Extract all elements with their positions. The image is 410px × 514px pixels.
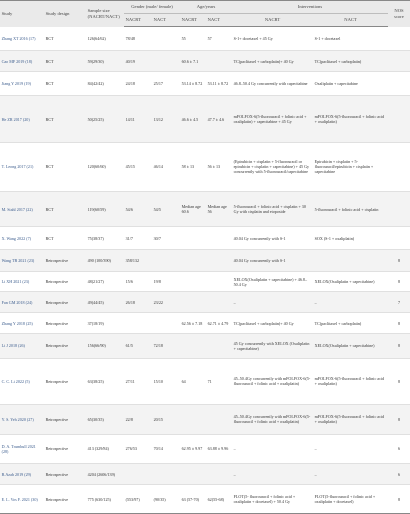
cell-study: He ZR 2017 (20) xyxy=(0,96,44,142)
cell-gender-nacrt: 24/18 xyxy=(125,81,135,87)
cell-study: Li XH 2021 (23) xyxy=(1,279,30,285)
table-row xyxy=(0,358,410,404)
cell-interventions-nacrt: TC(paclitaxel + carboplatin)+ 40 Gy xyxy=(233,320,294,326)
cell-sample-size: 120(60/60) xyxy=(87,164,106,170)
cell-gender-nacrt: 61/5 xyxy=(124,334,152,358)
table-header xyxy=(0,1,410,27)
cell-interventions-nacrt: 45–50.4Gy concurrently with mFOLFOX-6(5-fluorouracil + folinic acid + oxaliplatin) xyxy=(233,376,311,387)
cell-interventions-nact: XELOX(Oxaliplatin + capecitabine) xyxy=(313,334,388,358)
table-row xyxy=(0,96,410,142)
table-row xyxy=(0,72,410,96)
cell-study-design: RCT xyxy=(44,192,86,227)
cell-gender-nacrt xyxy=(124,313,152,334)
cell-interventions-nacrt: – xyxy=(233,446,236,452)
cell-study-design: Retrospective xyxy=(45,446,69,452)
cell-sample-size: 119(60/59) xyxy=(86,192,124,227)
cell-interventions-nact: XELOX(Oxaliplatin + capecitabine) xyxy=(314,279,375,285)
cell-gender-nacrt: 15/6 xyxy=(125,279,133,285)
subheader-gender-nact: NACT xyxy=(152,14,180,27)
cell-sample-size: 4204 (2606/139) xyxy=(86,464,124,485)
cell-interventions-nact: mFOLFOX-6(5-fluorouracil + folinic acid + oxaliplatin) xyxy=(313,96,388,142)
cell-nos-score: 8 xyxy=(397,320,401,326)
cell-nos-score: 8 xyxy=(397,496,401,502)
cell-interventions-nacrt: TC(paclitaxel + carboplatin)+ 40 Gy xyxy=(232,51,313,72)
cell-gender-nacrt xyxy=(124,464,152,485)
cell-nos-score: 8 xyxy=(397,378,401,384)
table-row xyxy=(0,464,410,485)
cell-study-design: RCT xyxy=(45,235,54,241)
cell-sample-size: 75(38/37) xyxy=(87,235,104,241)
cell-sample-size: 63(38/25) xyxy=(87,378,104,384)
cell-study-design: RCT xyxy=(45,35,54,41)
cell-sample-size: 49(44/45) xyxy=(86,292,124,313)
cell-interventions-nact: Oxaliplatin + capecitabine xyxy=(314,81,358,87)
cell-interventions-nact: mFOLFOX-6(5-fluorouracil + folinic acid + oxaliplatin) xyxy=(314,376,385,387)
cell-age-nact: 63.88 ± 9.96 xyxy=(207,446,229,452)
cell-age-nacrt xyxy=(180,249,206,271)
subheader-interventions-nact: NACT xyxy=(313,14,388,27)
cell-age-nacrt: 63 (57-70) xyxy=(181,496,200,502)
cell-interventions-nacrt: S-1+ docetaxel + 45 Gy xyxy=(233,36,273,42)
cell-gender-nact: 13/12 xyxy=(152,96,180,142)
table-row xyxy=(0,292,410,313)
cell-sample-size: 126(64/62) xyxy=(87,35,106,41)
header-study: Study xyxy=(0,1,44,27)
cell-gender-nact xyxy=(152,464,180,485)
header-nos-score: NOS score xyxy=(388,1,410,27)
cell-interventions-nact: – xyxy=(314,446,317,452)
cell-age-nact xyxy=(206,464,232,485)
table-row xyxy=(0,142,410,192)
cell-age-nacrt: 58 ± 13 xyxy=(181,164,195,170)
cell-study-design: Retrospective xyxy=(45,320,69,326)
cell-interventions-nact: TC(paclitaxel + carboplatin) xyxy=(314,320,362,326)
cell-gender-nact xyxy=(152,249,180,271)
cell-gender-nact: 15/10 xyxy=(153,378,163,384)
subheader-age-nact: NACT xyxy=(206,14,232,27)
cell-sample-size: 59(29/30) xyxy=(86,51,124,72)
cell-interventions-nacrt: 46.8–50.4 Gy concurrently with capecitabine xyxy=(233,81,308,87)
cell-gender-nacrt: (553/97) xyxy=(125,496,140,502)
cell-gender-nact: 30/7 xyxy=(153,235,161,241)
cell-gender-nacrt: 27/11 xyxy=(125,378,135,384)
cell-age-nacrt xyxy=(180,464,206,485)
cell-sample-size: 490 (100/390) xyxy=(86,249,124,271)
cell-interventions-nacrt: – xyxy=(232,292,313,313)
cell-interventions-nacrt: 45 Gy concurrently with XELOX (Oxaliplatin + capecitabine) xyxy=(232,334,313,358)
subheader-interventions-nacrt: NACRT xyxy=(232,14,313,27)
table-row xyxy=(0,51,410,72)
header-gender: Gender (male/ female) xyxy=(124,1,180,14)
cell-age-nacrt: 64 xyxy=(181,378,186,384)
cell-study: E. L. Vos F. 2021 (30) xyxy=(1,496,38,502)
cell-sample-size: 775 (630/125) xyxy=(87,496,111,502)
table-row xyxy=(0,434,410,464)
cell-gender-nacrt: 14/11 xyxy=(124,96,152,142)
cell-gender-nact: 54/5 xyxy=(152,192,180,227)
subheader-age-nacrt: NACRT xyxy=(180,14,206,27)
cell-study: Wang TB 2021 (23) xyxy=(0,249,44,271)
cell-age-nacrt: 53.14 ± 8.72 xyxy=(181,81,203,87)
cell-nos-score xyxy=(388,192,410,227)
cell-study-design: RCT xyxy=(44,96,86,142)
cell-age-nacrt: 46.6 ± 4.5 xyxy=(180,96,206,142)
header-study-design: Study design xyxy=(44,1,86,27)
cell-age-nacrt xyxy=(180,334,206,358)
table-row xyxy=(0,485,410,514)
cell-sample-size: 156(66/90) xyxy=(86,334,124,358)
cell-nos-score: 8 xyxy=(388,404,410,434)
cell-interventions-nact: SOX (S-1 + oxaliplatin) xyxy=(314,235,355,241)
cell-age-nact xyxy=(206,404,232,434)
cell-study-design: Retrospective xyxy=(44,334,86,358)
cell-gender-nacrt: 45/15 xyxy=(125,164,135,170)
header-interventions: Interventions xyxy=(232,1,388,14)
cell-interventions-nact: Epirubicin + cisplatin + 5-fluorouracil/epirubicin + cisplatin + capecitabine xyxy=(314,159,374,175)
cell-age-nacrt: 62.56 ± 7.18 xyxy=(181,320,203,326)
cell-study: Li J 2018 (26) xyxy=(0,334,44,358)
table-row xyxy=(0,192,410,227)
table-body xyxy=(0,27,410,514)
cell-age-nact: 53.11 ± 8.72 xyxy=(207,81,229,87)
cell-nos-score xyxy=(388,27,410,51)
table-row xyxy=(0,313,410,334)
cell-interventions-nact: FLOT(5-fluorouracil + folinic acid + oxaliplatin + docetaxel) xyxy=(314,494,376,505)
cell-sample-size: 65(30/35) xyxy=(86,404,124,434)
cell-age-nact xyxy=(206,51,232,72)
cell-gender-nacrt: 78/48 xyxy=(125,36,135,42)
subheader-gender-nacrt: NACRT xyxy=(124,14,152,27)
cell-nos-score xyxy=(388,72,410,96)
cell-interventions-nacrt: (Epirubicin + cisplatin + 5-fluorouracil or epirubicin + cisplatin + capecitabine) + 45 Gy concurrently with 5-fluorouracil/capecitabine xyxy=(233,159,310,175)
cell-study: Y. S. Yeh 2020 (27) xyxy=(0,404,44,434)
cell-gender-nact: 19/8 xyxy=(153,279,161,285)
cell-interventions-nact xyxy=(313,249,388,271)
cell-gender-nacrt: 26/18 xyxy=(124,292,152,313)
cell-gender-nact: 25/17 xyxy=(153,81,163,87)
cell-sample-size: 37(18/19) xyxy=(87,320,104,326)
cell-gender-nacrt: 22/8 xyxy=(124,404,152,434)
cell-study-design: RCT xyxy=(45,164,54,170)
cell-age-nacrt: 62.95 ± 9.97 xyxy=(181,446,203,452)
cell-age-nacrt xyxy=(180,271,206,292)
cell-sample-size: 84(42/42) xyxy=(87,81,104,87)
table-row xyxy=(0,249,410,271)
cell-gender-nact: 46/14 xyxy=(153,164,163,170)
table-row xyxy=(0,271,410,292)
cell-sample-size: 48(21/27) xyxy=(87,279,104,285)
cell-gender-nacrt: 276/53 xyxy=(125,446,137,452)
cell-interventions-nact: – xyxy=(313,464,388,485)
cell-study: X. Wang 2022 (7) xyxy=(1,235,31,241)
table-row xyxy=(0,227,410,249)
cell-nos-score xyxy=(388,142,410,192)
cell-study: Fan GM 2018 (24) xyxy=(0,292,44,313)
table-row xyxy=(0,404,410,434)
cell-nos-score: 6 xyxy=(388,464,410,485)
cell-nos-score xyxy=(388,51,410,72)
cell-gender-nact: 23/22 xyxy=(152,292,180,313)
cell-gender-nacrt: 54/6 xyxy=(124,192,152,227)
cell-study: Zhang Y 2018 (25) xyxy=(1,320,33,326)
cell-interventions-nact: – xyxy=(313,292,388,313)
cell-nos-score xyxy=(388,227,410,249)
cell-interventions-nact: mFOLFOX-6(5-fluorouracil + folinic acid + oxaliplatin) xyxy=(313,404,388,434)
cell-age-nacrt: 55 xyxy=(181,36,186,42)
cell-age-nact xyxy=(206,227,232,249)
cell-age-nact: 71 xyxy=(207,378,212,384)
table-row xyxy=(0,334,410,358)
cell-age-nacrt xyxy=(180,404,206,434)
cell-study-design: RCT xyxy=(45,81,54,87)
cell-sample-size: 413 (329/84) xyxy=(87,446,109,452)
cell-gender-nact xyxy=(152,27,180,51)
cell-interventions-nacrt: 45–50.4Gy concurrently with mFOLFOX-6(5-fluorouracil + folinic acid + oxaliplatin) xyxy=(232,404,313,434)
cell-interventions-nacrt: FLOT(5- fluorouracil + folinic acid + oxaliplatin + docetaxel) + 50.4 Gy xyxy=(233,494,296,505)
cell-age-nact xyxy=(206,271,232,292)
cell-gender-nact: 70/14 xyxy=(153,446,163,452)
cell-interventions-nact: TC(paclitaxel + carboplatin) xyxy=(313,51,388,72)
cell-interventions-nacrt: mFOLFOX-6(5-fluorouracil + folinic acid + oxaliplatin) + capecitabine + 45 Gy xyxy=(232,96,313,142)
cell-nos-score xyxy=(388,96,410,142)
cell-study: B.Azab 2019 (29) xyxy=(0,464,44,485)
cell-age-nacrt xyxy=(180,227,206,249)
cell-age-nact: Median age 56 xyxy=(206,192,232,227)
cell-age-nact: 57 xyxy=(207,36,212,42)
cell-study-design: Retrospective xyxy=(45,279,69,285)
cell-gender-nacrt: 40/19 xyxy=(124,51,152,72)
cell-nos-score: 6 xyxy=(397,446,401,452)
cell-study: Cao MF 2019 (18) xyxy=(0,51,44,72)
cell-study-design: Retrospective xyxy=(45,496,69,502)
cell-age-nact: 62.71 ± 4.79 xyxy=(207,320,229,326)
cell-gender-nact: 72/18 xyxy=(152,334,180,358)
cell-interventions-nacrt: – xyxy=(232,464,313,485)
cell-interventions-nacrt: 5-fluorouracil + folinic acid + cisplatin + 30 Gy with cisplatin and etoposide xyxy=(232,192,313,227)
cell-age-nact xyxy=(206,334,232,358)
cell-study-design: RCT xyxy=(44,51,86,72)
cell-gender-nacrt: 358/132 xyxy=(124,249,152,271)
cell-study: D. A. Trumbull 2021 (28) xyxy=(1,443,36,454)
cell-gender-nact: 20/15 xyxy=(152,404,180,434)
cell-age-nacrt xyxy=(180,292,206,313)
cell-age-nact xyxy=(206,249,232,271)
cell-gender-nact xyxy=(152,51,180,72)
cell-study-design: Retrospective xyxy=(44,249,86,271)
cell-age-nact: 62(55-68) xyxy=(207,496,224,502)
cell-study: Zhang XT 2016 (17) xyxy=(1,35,36,41)
cell-study-design: Retrospective xyxy=(44,464,86,485)
header-age: Age/years xyxy=(180,1,232,14)
cell-interventions-nacrt: 40.04 Gy concurrently with S-1 xyxy=(233,235,286,241)
cell-study: Jiang Y 2019 (19) xyxy=(1,81,31,87)
cell-nos-score: 8 xyxy=(388,334,410,358)
header-sample-size: Sample size (NACRT/NACT) xyxy=(86,1,124,27)
cell-age-nacrt: Median age 60.6 xyxy=(180,192,206,227)
cell-age-nact: 47.7 ± 4.6 xyxy=(206,96,232,142)
cell-age-nact: 56 ± 13 xyxy=(207,164,221,170)
cell-study-design: Retrospective xyxy=(45,378,69,384)
cell-study-design: Retrospective xyxy=(44,292,86,313)
cell-study: C. C. Li 2022 (5) xyxy=(1,378,30,384)
cell-gender-nact xyxy=(152,313,180,334)
table-row xyxy=(0,27,410,51)
cell-gender-nacrt: 31/7 xyxy=(125,235,133,241)
cell-nos-score: 8 xyxy=(397,279,401,285)
cell-nos-score: 7 xyxy=(388,292,410,313)
cell-gender-nact: (90/35) xyxy=(153,496,166,502)
cell-age-nacrt: 60.6 ± 7.1 xyxy=(180,51,206,72)
cell-sample-size: 50(25/25) xyxy=(86,96,124,142)
cell-study: M. Stahl 2017 (22) xyxy=(0,192,44,227)
cell-age-nact xyxy=(206,292,232,313)
cell-interventions-nact: S-1 + docetaxel xyxy=(314,36,341,42)
cell-interventions-nact: 5-fluorouracil + folinic acid + cisplatin xyxy=(313,192,388,227)
cell-nos-score: 8 xyxy=(388,249,410,271)
cell-study-design: Retrospective xyxy=(44,404,86,434)
cell-interventions-nacrt: 40.04 Gy concurrently with S-1 xyxy=(232,249,313,271)
cell-interventions-nacrt: XELOX(Oxaliplatin + capecitabine) + 46.8–50.4 Gy xyxy=(233,276,308,287)
cell-study: T. Leong 2017 (21) xyxy=(1,164,34,170)
